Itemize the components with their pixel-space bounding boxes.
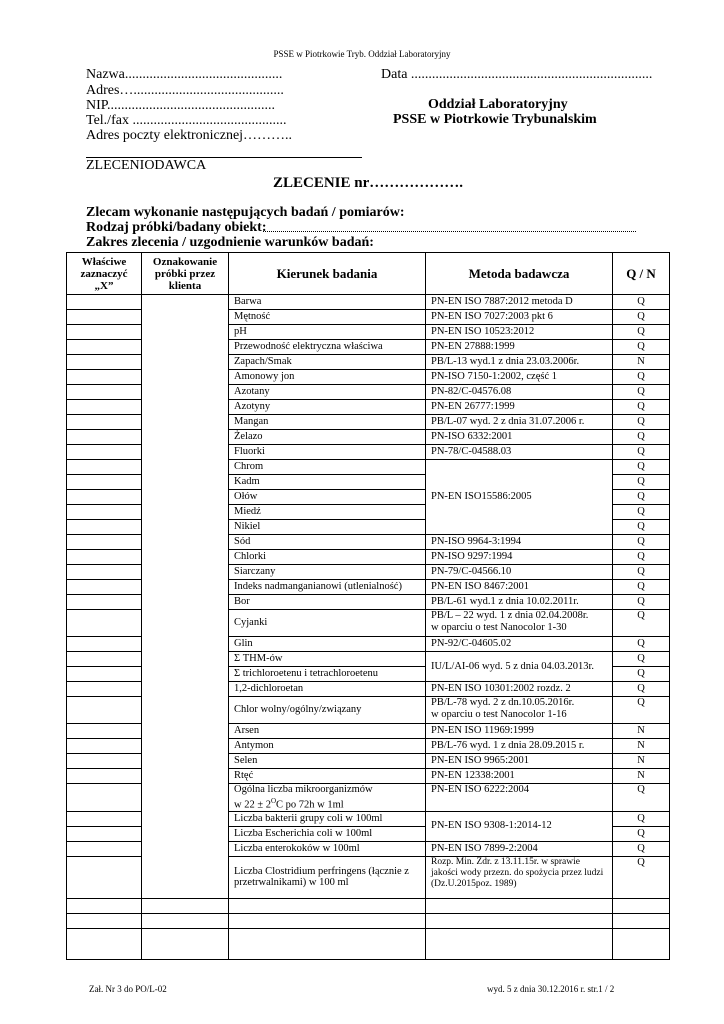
table-row-empty [67, 928, 670, 959]
test-method: PN-ISO 9964-3:1994 [426, 535, 613, 550]
client-address-field[interactable]: Adres…........................................... [86, 83, 284, 98]
sample-label-cell[interactable] [142, 928, 229, 959]
select-cell[interactable] [67, 430, 142, 445]
test-method[interactable] [426, 913, 613, 928]
qn-value: N [613, 754, 670, 769]
select-cell[interactable] [67, 295, 142, 310]
select-cell[interactable] [67, 841, 142, 856]
qn-value: Q [613, 682, 670, 697]
client-nip-field[interactable]: NIP................................................ [86, 98, 276, 113]
lab-name-line1: Oddział Laboratoryjny [428, 97, 568, 112]
test-name[interactable] [229, 913, 426, 928]
test-method: PN-92/C-04605.02 [426, 637, 613, 652]
test-method: PN-82/C-04576.08 [426, 385, 613, 400]
test-method: PB/L-13 wyd.1 z dnia 23.03.2006r. [426, 355, 613, 370]
table-row-empty [67, 913, 670, 928]
select-cell[interactable] [67, 811, 142, 826]
select-cell[interactable] [67, 739, 142, 754]
test-method: PN-EN ISO 11969:1999 [426, 724, 613, 739]
test-name: Mętność [229, 310, 426, 325]
select-cell[interactable] [67, 667, 142, 682]
select-cell[interactable] [67, 913, 142, 928]
select-cell[interactable] [67, 898, 142, 913]
test-name: Barwa [229, 295, 426, 310]
qn-value: Q [613, 826, 670, 841]
client-name-field[interactable]: Nazwa............................................. [86, 67, 283, 82]
select-cell[interactable] [67, 325, 142, 340]
test-method: PN-EN ISO 9965:2001 [426, 754, 613, 769]
table-header-row [67, 253, 670, 295]
qn-value: Q [613, 295, 670, 310]
test-name: Kadm [229, 475, 426, 490]
table-row-empty [67, 898, 670, 913]
select-cell[interactable] [67, 370, 142, 385]
select-cell[interactable] [67, 475, 142, 490]
qn-value: Q [613, 841, 670, 856]
test-method: PN-EN ISO 9308-1:2014-12 [426, 811, 613, 841]
test-method: PN-ISO 7150-1:2002, część 1 [426, 370, 613, 385]
select-cell[interactable] [67, 505, 142, 520]
test-method[interactable] [426, 898, 613, 913]
test-method: PN-EN ISO 10523:2012 [426, 325, 613, 340]
select-cell[interactable] [67, 520, 142, 535]
qn-value: Q [613, 652, 670, 667]
select-cell[interactable] [67, 535, 142, 550]
qn-value: N [613, 769, 670, 784]
select-cell[interactable] [67, 826, 142, 841]
page-header: PSSE w Piotrkowie Tryb. Oddział Laboratoryjny [273, 49, 451, 59]
sample-label-cell[interactable] [142, 913, 229, 928]
test-name: Chlor wolny/ogólny/związany [229, 697, 426, 724]
qn-value: Q [613, 325, 670, 340]
test-method: PB/L-76 wyd. 1 z dnia 28.09.2015 r. [426, 739, 613, 754]
test-name: Arsen [229, 724, 426, 739]
test-name: Indeks nadmanganianowi (utlenialność) [229, 580, 426, 595]
test-method: Rozp. Min. Zdr. z 13.11.15r. w sprawie jakości wody przezn. do spożycia przez ludzi (Dz.U.2015poz. 1989) [426, 856, 613, 898]
test-name: Amonowy jon [229, 370, 426, 385]
test-name: Antymon [229, 739, 426, 754]
qn-value: Q [613, 595, 670, 610]
test-method: PN-EN 27888:1999 [426, 340, 613, 355]
test-name: Miedź [229, 505, 426, 520]
test-name: Cyjanki [229, 610, 426, 637]
test-method: PN-EN ISO15586:2005 [426, 460, 613, 535]
order-title: ZLECENIE nr………………. [273, 175, 464, 191]
footer-form-id: Zał. Nr 3 do PO/L-02 [89, 984, 167, 994]
date-field[interactable]: Data ..................................................................... [381, 67, 653, 82]
client-label: ZLECENIODAWCA [86, 158, 207, 173]
test-method: PN-EN ISO 8467:2001 [426, 580, 613, 595]
instruction-line-2: Rodzaj próbki/badany obiekt: [86, 220, 267, 235]
qn-value: Q [613, 565, 670, 580]
select-cell[interactable] [67, 610, 142, 637]
select-cell[interactable] [67, 580, 142, 595]
qn-value: Q [613, 811, 670, 826]
header-method: Metoda badawcza [426, 253, 613, 295]
test-name: Liczba enterokoków w 100ml [229, 841, 426, 856]
test-order-table [66, 252, 670, 960]
test-name: Chlorki [229, 550, 426, 565]
test-name: Σ THM-ów [229, 652, 426, 667]
select-cell[interactable] [67, 310, 142, 325]
test-method: PB/L – 22 wyd. 1 z dnia 02.04.2008r. w oparciu o test Nanocolor 1-30 [426, 610, 613, 637]
select-cell[interactable] [67, 724, 142, 739]
test-name: Siarczany [229, 565, 426, 580]
test-name: Σ trichloroetenu i tetrachloroetenu [229, 667, 426, 682]
select-cell[interactable] [67, 682, 142, 697]
test-name: Żelazo [229, 430, 426, 445]
test-method: PN-EN ISO 10301:2002 rozdz. 2 [426, 682, 613, 697]
select-cell[interactable] [67, 460, 142, 475]
test-method[interactable] [426, 928, 613, 959]
qn-value: Q [613, 445, 670, 460]
qn-value: Q [613, 370, 670, 385]
test-method: PN-EN ISO 7887:2012 metoda D [426, 295, 613, 310]
qn-value: Q [613, 610, 670, 637]
test-name: Azotyny [229, 400, 426, 415]
select-cell[interactable] [67, 652, 142, 667]
qn-value: Q [613, 340, 670, 355]
select-cell[interactable] [67, 550, 142, 565]
select-cell[interactable] [67, 928, 142, 959]
test-name: Sód [229, 535, 426, 550]
qn-value: Q [613, 520, 670, 535]
select-cell[interactable] [67, 400, 142, 415]
test-method: PN-ISO 6332:2001 [426, 430, 613, 445]
select-cell[interactable] [67, 445, 142, 460]
header-sample-label: Oznakowanie próbki przez klienta [142, 253, 229, 295]
qn-value: N [613, 355, 670, 370]
qn-value[interactable] [613, 913, 670, 928]
select-cell[interactable] [67, 385, 142, 400]
test-method: PN-EN 26777:1999 [426, 400, 613, 415]
test-method: PN-ISO 9297:1994 [426, 550, 613, 565]
qn-value: Q [613, 385, 670, 400]
test-name: Liczba Escherichia coli w 100ml [229, 826, 426, 841]
qn-value: Q [613, 637, 670, 652]
qn-value: Q [613, 697, 670, 724]
table-row [67, 295, 670, 310]
qn-value: Q [613, 784, 670, 812]
qn-value: Q [613, 430, 670, 445]
client-phone-field[interactable]: Tel./fax ............................................ [86, 113, 287, 128]
test-name: Liczba bakterii grupy coli w 100ml [229, 811, 426, 826]
test-name: Bor [229, 595, 426, 610]
test-method: PN-78/C-04588.03 [426, 445, 613, 460]
test-method: PB/L-78 wyd. 2 z dn.10.05.2016r. w oparciu o test Nanocolor 1-16 [426, 697, 613, 724]
select-cell[interactable] [67, 784, 142, 812]
qn-value: Q [613, 475, 670, 490]
qn-value: Q [613, 490, 670, 505]
client-email-field[interactable]: Adres poczty elektronicznej……….. [86, 128, 293, 143]
qn-value: Q [613, 460, 670, 475]
select-cell[interactable] [67, 769, 142, 784]
footer-edition: wyd. 5 z dnia 30.12.2016 r. str.1 / 2 [487, 984, 615, 994]
qn-value[interactable] [613, 928, 670, 959]
sample-label-cell[interactable] [142, 295, 229, 899]
qn-value: Q [613, 550, 670, 565]
test-name: pH [229, 325, 426, 340]
test-name: Przewodność elektryczna właściwa [229, 340, 426, 355]
test-name: Nikiel [229, 520, 426, 535]
select-cell[interactable] [67, 754, 142, 769]
test-name[interactable] [229, 898, 426, 913]
test-method: PN-EN ISO 7027:2003 pkt 6 [426, 310, 613, 325]
qn-value: Q [613, 310, 670, 325]
select-cell[interactable] [67, 856, 142, 898]
test-name: Rtęć [229, 769, 426, 784]
qn-value: Q [613, 856, 670, 898]
header-select: Właściwe zaznaczyć „X” [67, 253, 142, 295]
test-name: Glin [229, 637, 426, 652]
test-name: Mangan [229, 415, 426, 430]
header-qn: Q / N [613, 253, 670, 295]
test-name[interactable] [229, 928, 426, 959]
select-cell[interactable] [67, 340, 142, 355]
test-method: PN-EN 12338:2001 [426, 769, 613, 784]
test-method: PN-EN ISO 6222:2004 [426, 784, 613, 812]
test-name: Chrom [229, 460, 426, 475]
instruction-line-3: Zakres zlecenia / uzgodnienie warunków badań: [86, 235, 374, 250]
test-method: PB/L-07 wyd. 2 z dnia 31.07.2006 r. [426, 415, 613, 430]
qn-value: Q [613, 415, 670, 430]
test-name: Zapach/Smak [229, 355, 426, 370]
select-cell[interactable] [67, 697, 142, 724]
select-cell[interactable] [67, 355, 142, 370]
test-name: 1,2-dichloroetan [229, 682, 426, 697]
qn-value: Q [613, 667, 670, 682]
sample-type-field[interactable] [263, 231, 636, 232]
qn-value: Q [613, 400, 670, 415]
select-cell[interactable] [67, 490, 142, 505]
instruction-line-1: Zlecam wykonanie następujących badań / pomiarów: [86, 205, 405, 220]
test-name: Fluorki [229, 445, 426, 460]
select-cell[interactable] [67, 595, 142, 610]
qn-value: N [613, 724, 670, 739]
test-method: PB/L-61 wyd.1 z dnia 10.02.2011r. [426, 595, 613, 610]
test-name: Ołów [229, 490, 426, 505]
test-method: PN-EN ISO 7899-2:2004 [426, 841, 613, 856]
qn-value: Q [613, 580, 670, 595]
test-method: PN-79/C-04566.10 [426, 565, 613, 580]
test-name: Selen [229, 754, 426, 769]
qn-value: Q [613, 535, 670, 550]
test-name: Ogólna liczba mikroorganizmów w $22 \pm 2^OC$ po 72h w 1ml [229, 784, 426, 812]
test-name: Liczba Clostridium perfringens (łącznie z przetrwalnikami) w 100 ml [229, 856, 426, 898]
select-cell[interactable] [67, 637, 142, 652]
lab-name-line2: PSSE w Piotrkowie Trybunalskim [393, 112, 597, 127]
qn-value: Q [613, 505, 670, 520]
qn-value: N [613, 739, 670, 754]
sample-label-cell[interactable] [142, 898, 229, 913]
qn-value[interactable] [613, 898, 670, 913]
test-name: Azotany [229, 385, 426, 400]
select-cell[interactable] [67, 415, 142, 430]
test-method: IU/L/AI-06 wyd. 5 z dnia 04.03.2013r. [426, 652, 613, 682]
select-cell[interactable] [67, 565, 142, 580]
header-test: Kierunek badania [229, 253, 426, 295]
